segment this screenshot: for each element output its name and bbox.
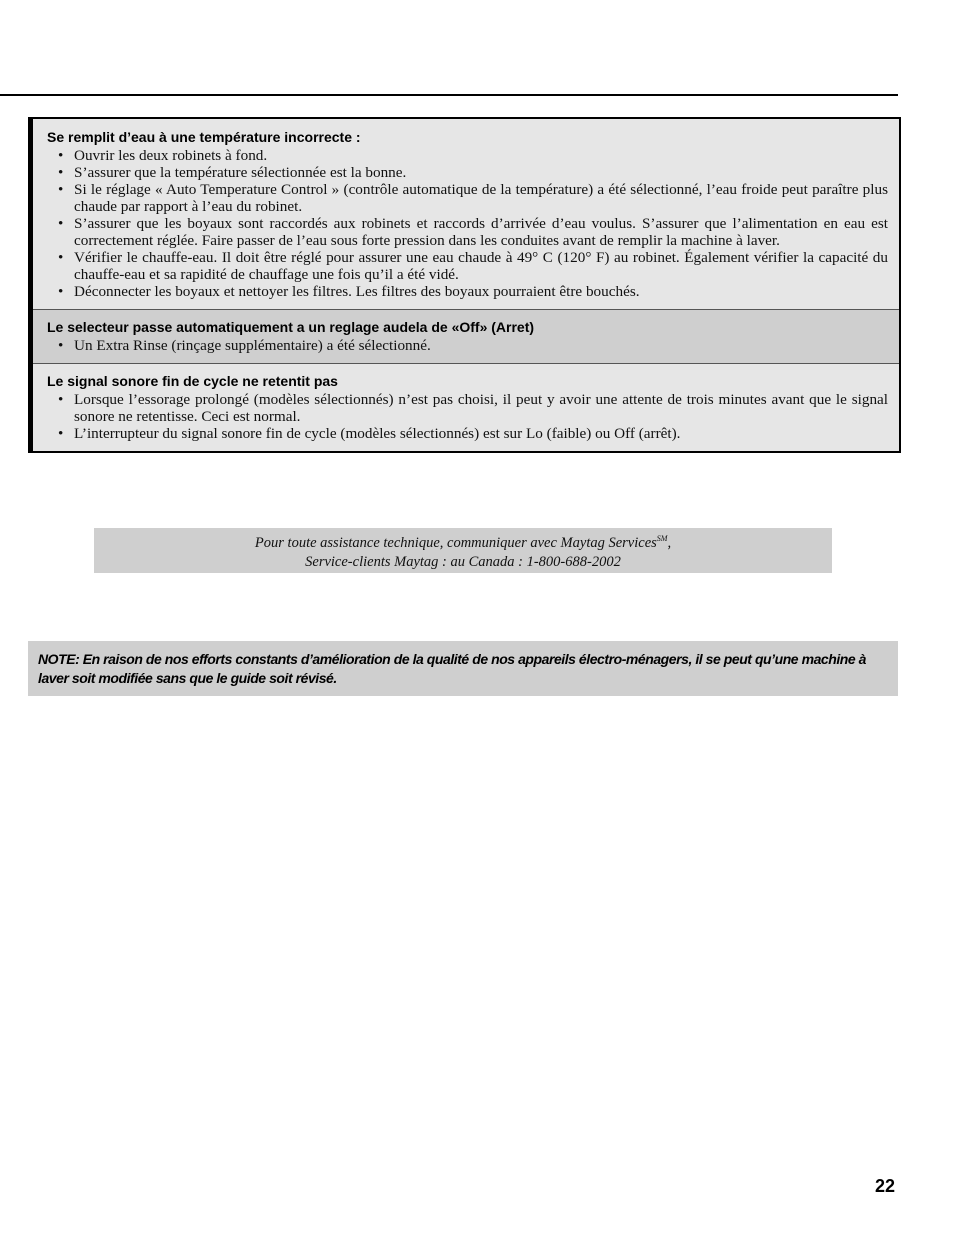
list-item: • Vérifier le chauffe-eau. Il doit être réglé pour assurer une eau chaude à 49° C (120° F) au robinet. Également vérifier la capacité du chauffe-eau et sa rapidité de chauffage une fois qu’il a été vidé. bbox=[47, 249, 888, 283]
list-item: • Déconnecter les boyaux et nettoyer les filtres. Les filtres des boyaux pourraient être bouchés. bbox=[47, 283, 888, 300]
list-item: • S’assurer que les boyaux sont raccordés aux robinets et raccords d’arrivée d’eau voulus. S’assurer que l’alimentation en eau est correctement réglée. Faire passer de l’eau sous forte pression dans les conduites avant de remplir la machine à laver. bbox=[47, 215, 888, 249]
section-title: Se remplit d’eau à une température incorrecte : bbox=[47, 129, 361, 145]
header-rule bbox=[0, 94, 898, 96]
note-box bbox=[28, 641, 898, 696]
assistance-box bbox=[94, 528, 832, 573]
item-list bbox=[47, 147, 888, 300]
item-list bbox=[47, 391, 888, 442]
item-list bbox=[47, 337, 888, 354]
troubleshooting-table bbox=[28, 117, 901, 453]
assistance-line-2: Service-clients Maytag : au Canada : 1-800-688-2002 bbox=[305, 553, 621, 570]
service-mark: SM bbox=[656, 534, 668, 544]
section-signal-not-sounding bbox=[33, 363, 899, 451]
section-wrong-temperature bbox=[33, 119, 899, 309]
page-number: 22 bbox=[874, 1176, 895, 1196]
list-item: • S’assurer que la température sélectionnée est la bonne. bbox=[47, 164, 888, 181]
list-item: • Ouvrir les deux robinets à fond. bbox=[47, 147, 888, 164]
assistance-line-1 bbox=[255, 529, 671, 553]
assistance-text: Pour toute assistance technique, communiquer avec Maytag Services bbox=[254, 534, 657, 551]
list-item: • Un Extra Rinse (rinçage supplémentaire) a été sélectionné. bbox=[47, 337, 888, 354]
note-text: NOTE: En raison de nos efforts constants d’amélioration de la qualité de nos appareils électro-ménagers, il se peut qu’une machine à laver soit modifiée sans que le guide soit révisé. bbox=[38, 651, 867, 686]
assistance-comma: , bbox=[667, 534, 672, 551]
list-item: • Lorsque l’essorage prolongé (modèles sélectionnés) n’est pas choisi, il peut y avoir une attente de trois minutes avant que le signal sonore ne retentisse. Ceci est normal. bbox=[47, 391, 888, 425]
section-title: Le selecteur passe automatiquement a un reglage audela de «Off» (Arret) bbox=[47, 319, 535, 335]
section-title: Le signal sonore fin de cycle ne retentit pas bbox=[47, 373, 338, 389]
list-item: • Si le réglage « Auto Temperature Control » (contrôle automatique de la température) a été sélectionné, l’eau froide peut paraître plus chaude par rapport à l’eau du robinet. bbox=[47, 181, 888, 215]
section-selector-advances bbox=[33, 309, 899, 363]
list-item: • L’interrupteur du signal sonore fin de cycle (modèles sélectionnés) est sur Lo (faible) ou Off (arrêt). bbox=[47, 425, 888, 442]
